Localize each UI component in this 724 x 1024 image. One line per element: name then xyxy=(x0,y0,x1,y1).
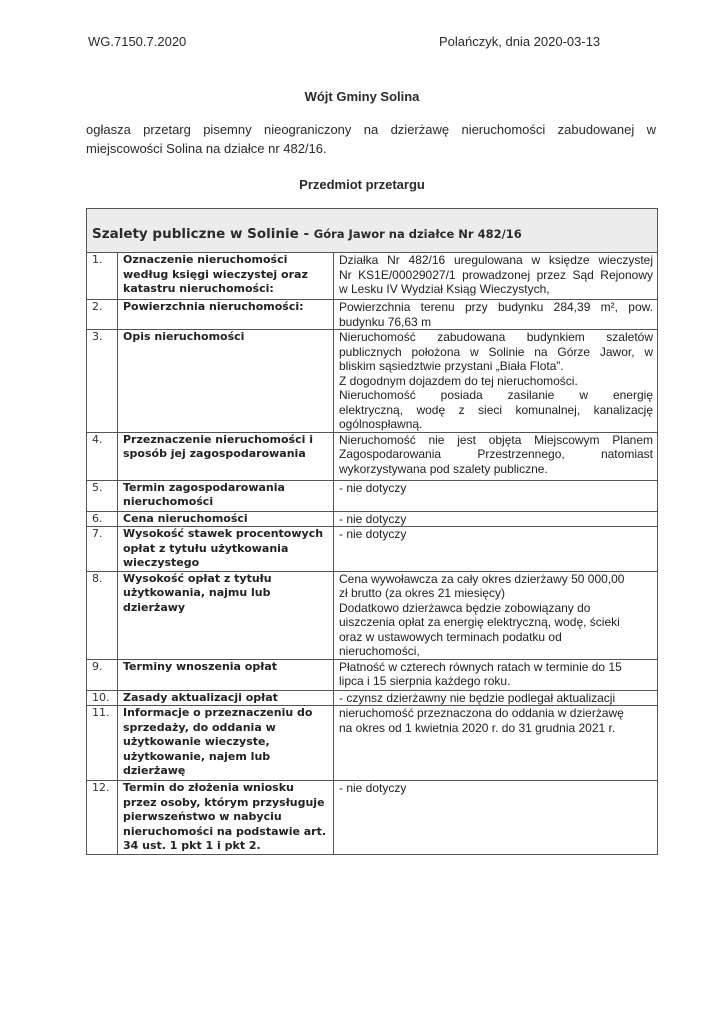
table-row xyxy=(87,659,658,690)
table-title-row xyxy=(87,209,658,253)
row-number: 12. xyxy=(87,781,118,855)
row-label: Termin do złożenia wniosku przez osoby, którym przysługuje pierwszeństwo w nabyciu nieruchomości na podstawie art. 34 ust. 1 pkt 1 i pkt 2. xyxy=(118,781,334,855)
row-label: Wysokość opłat z tytułu użytkowania, najmu lub dzierżawy xyxy=(118,571,334,659)
table-row xyxy=(87,432,658,480)
row-number: 10. xyxy=(87,690,118,706)
row-value: Cena wywoławcza za cały okres dzierżawy 50 000,00 zł brutto (za okres 21 miesięcy) Dodatkowo dzierżawca będzie zobowiązany do uiszczenia opłat za energię elektryczną, wodę, ścieki oraz w ustawowych terminach podatku od nieruchomości, xyxy=(334,571,658,659)
tender-details-table xyxy=(86,208,658,855)
table-row xyxy=(87,480,658,511)
row-label: Zasady aktualizacji opłat xyxy=(118,690,334,706)
row-value: - nie dotyczy xyxy=(334,781,658,855)
row-value: nieruchomość przeznaczona do oddania w dzierżawę na okres od 1 kwietnia 2020 r. do 31 grudnia 2021 r. xyxy=(334,706,658,781)
table-row xyxy=(87,690,658,706)
row-label: Termin zagospodarowania nieruchomości xyxy=(118,480,334,511)
row-value: Płatność w czterech równych ratach w terminie do 15 lipca i 15 sierpnia każdego roku. xyxy=(334,659,658,690)
intro-line-2: miejscowości Solina na działce nr 482/16. xyxy=(86,141,327,156)
row-number: 8. xyxy=(87,571,118,659)
row-value: Działka Nr 482/16 uregulowana w księdze wieczystej Nr KS1E/00029027/1 prowadzonej przez Sąd Rejonowy w Lesku IV Wydział Ksiąg Wieczystych, xyxy=(334,253,658,300)
table-title xyxy=(87,209,658,253)
subject-heading: Przedmiot przetargu xyxy=(299,177,425,192)
place-and-date: Polańczyk, dnia 2020-03-13 xyxy=(439,34,601,49)
table-row xyxy=(87,300,658,330)
row-label: Informacje o przeznaczeniu do sprzedaży, do oddania w użytkowanie wieczyste, użytkowanie, najem lub dzierżawę xyxy=(118,706,334,781)
table-row xyxy=(87,511,658,527)
row-label: Terminy wnoszenia opłat xyxy=(118,659,334,690)
row-number: 5. xyxy=(87,480,118,511)
title-main: Szalety publiczne w Solinie - xyxy=(92,226,314,243)
row-value: Nieruchomość zabudowana budynkiem szaletów publicznych położona w Solinie na Górze Jawor, w bliskim sąsiedztwie przystani „Biała Flota”. Z dogodnym dojazdem do tej nieruchomości. Nieruchomość posiada zasilanie w energię elektryczną, wodę z sieci komunalnej, kanalizację ogólnospławną. xyxy=(334,330,658,433)
row-value: Powierzchnia terenu przy budynku 284,39 m², pow. budynku 76,63 m xyxy=(334,300,658,330)
row-label: Opis nieruchomości xyxy=(118,330,334,433)
table-row xyxy=(87,571,658,659)
row-label: Wysokość stawek procentowych opłat z tytułu użytkowania wieczystego xyxy=(118,527,334,572)
row-number: 11. xyxy=(87,706,118,781)
table-row xyxy=(87,781,658,855)
reference-number: WG.7150.7.2020 xyxy=(88,34,187,49)
row-value: - nie dotyczy xyxy=(334,480,658,511)
row-number: 1. xyxy=(87,253,118,300)
row-value: - nie dotyczy xyxy=(334,527,658,572)
table-row xyxy=(87,706,658,781)
row-label: Przeznaczenie nieruchomości i sposób jej zagospodarowania xyxy=(118,432,334,480)
row-label: Powierzchnia nieruchomości: xyxy=(118,300,334,330)
row-number: 2. xyxy=(87,300,118,330)
title-location: Góra Jawor na działce Nr 482/16 xyxy=(313,227,522,242)
row-number: 6. xyxy=(87,511,118,527)
table-row xyxy=(87,253,658,300)
row-label: Oznaczenie nieruchomości według księgi wieczystej oraz katastru nieruchomości: xyxy=(118,253,334,300)
announcement-intro xyxy=(86,120,656,158)
table-row xyxy=(87,330,658,433)
row-number: 3. xyxy=(87,330,118,433)
row-value: - czynsz dzierżawny nie będzie podlegał aktualizacji xyxy=(334,690,658,706)
intro-line-1: ogłasza przetarg pisemny nieograniczony na dzierżawę nieruchomości zabudowanej w xyxy=(86,122,656,137)
table-row xyxy=(87,527,658,572)
row-number: 9. xyxy=(87,659,118,690)
row-value: Nieruchomość nie jest objęta Miejscowym Planem Zagospodarowania Przestrzennego, natomiast wykorzystywana pod szalety publiczne. xyxy=(334,432,658,480)
row-label: Cena nieruchomości xyxy=(118,511,334,527)
row-number: 4. xyxy=(87,432,118,480)
row-value: - nie dotyczy xyxy=(334,511,658,527)
issuing-authority: Wójt Gminy Solina xyxy=(304,89,420,104)
row-number: 7. xyxy=(87,527,118,572)
